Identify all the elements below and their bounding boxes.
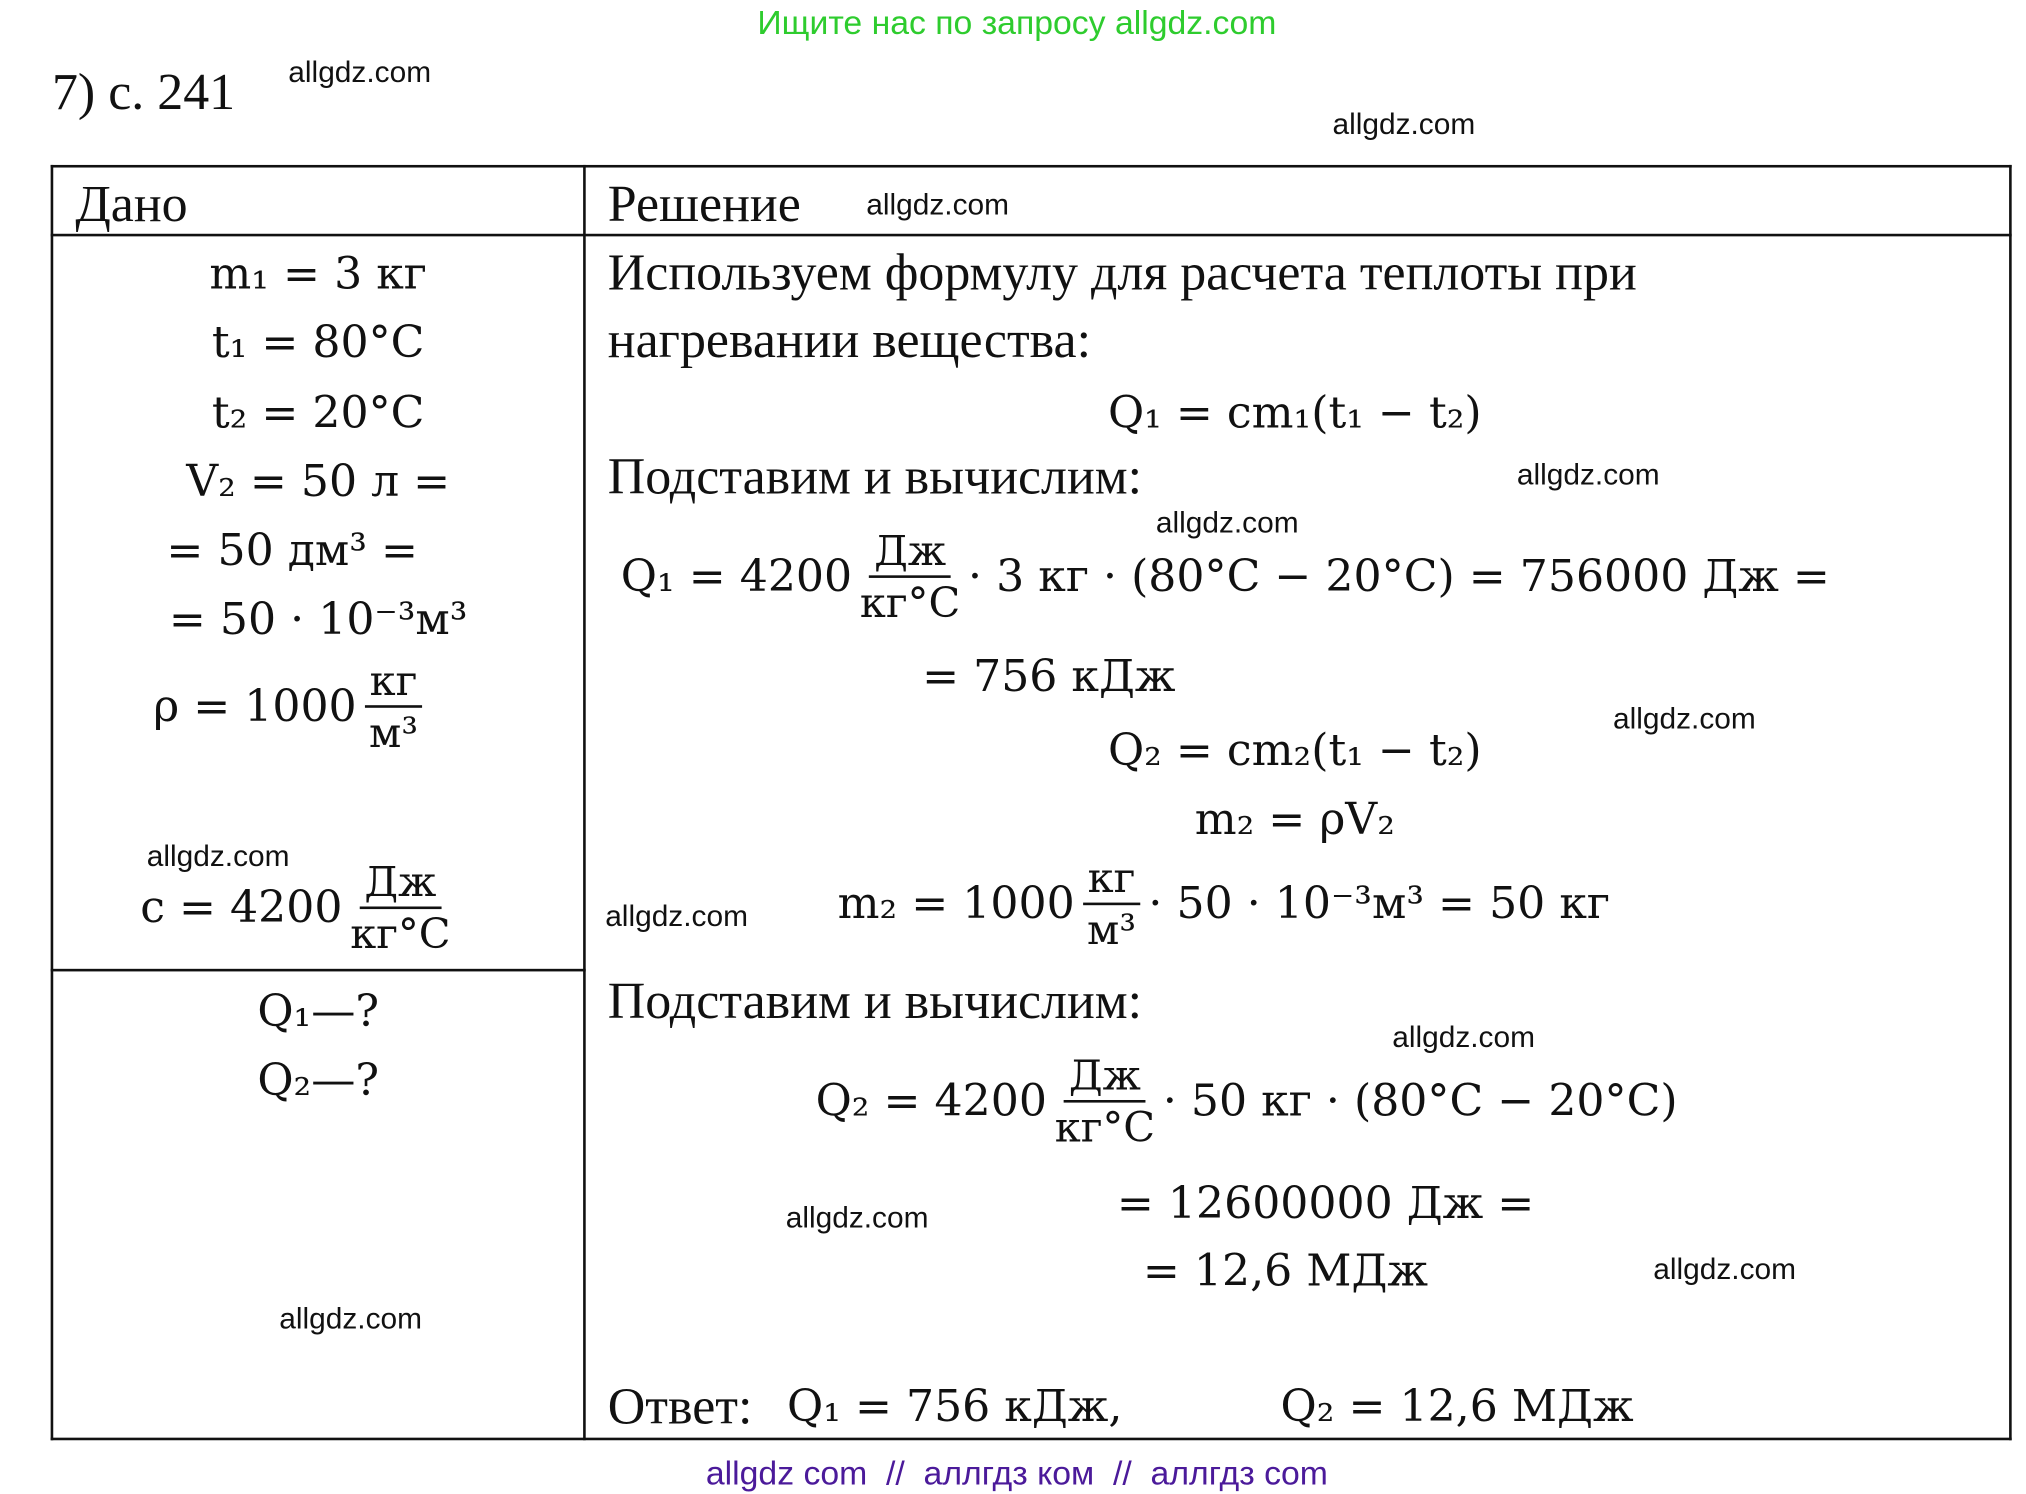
watermark: allgdz.com (1516, 457, 1660, 491)
table-border-top (51, 165, 2012, 168)
rho-lhs: ρ = 1000 (153, 680, 357, 733)
header-banner: Ищите нас по запросу allgdz.com (757, 2, 1277, 42)
solution-intro-1: Используем формулу для расчета теплоты при (607, 242, 1637, 302)
c-unit-fraction (350, 857, 450, 958)
fraction-denominator: м³ (1087, 905, 1137, 955)
given-v2-m3: = 50 · 10⁻³м³ (168, 593, 468, 646)
calc-q2-joules: = 12600000 Дж = (1116, 1177, 1535, 1230)
given-rho (153, 656, 430, 757)
col-solution-heading: Решение (607, 174, 801, 233)
watermark: allgdz.com (1653, 1251, 1797, 1286)
given-c (140, 857, 458, 958)
calc-m2 (838, 853, 1610, 954)
given-v2-dm3: = 50 дм³ = (166, 524, 418, 577)
calc-q2-lhs: Q₂ = 4200 (815, 1075, 1047, 1128)
calc-m2-lhs: m₂ = 1000 (837, 877, 1075, 930)
calc-q2-rhs: · 50 кг · (80°C − 20°C) (1162, 1075, 1678, 1128)
fraction-denominator: кг°C (859, 577, 961, 628)
calc-q1 (621, 526, 1830, 627)
answer-q1: Q₁ = 756 кДж, (787, 1380, 1123, 1433)
table-border-left (51, 165, 54, 1440)
calc-q2 (816, 1051, 1678, 1152)
fraction-numerator: Дж (359, 857, 441, 909)
calc-q1-rhs: · 3 кг · (80°C − 20°C) = 756000 Дж = (968, 550, 1830, 603)
watermark: allgdz.com (146, 838, 290, 873)
c-lhs: c = 4200 (140, 881, 343, 934)
fraction-denominator: кг°C (350, 909, 451, 959)
formula-q1: Q₁ = cm₁(t₁ − t₂) (1107, 387, 1482, 439)
watermark: allgdz.com (279, 1301, 422, 1336)
watermark: allgdz.com (1392, 1019, 1535, 1054)
given-v2: V₂ = 50 л = (186, 455, 451, 508)
calc-q2-result: = 12,6 МДж (1142, 1245, 1428, 1298)
watermark: allgdz.com (866, 187, 1010, 221)
formula-m2: m₂ = ρV₂ (1194, 793, 1395, 846)
watermark: allgdz.com (1332, 106, 1476, 141)
calc-q1-lhs: Q₁ = 4200 (620, 550, 853, 603)
fraction-denominator: м³ (369, 707, 418, 758)
formula-q2: Q₂ = cm₂(t₁ − t₂) (1107, 724, 1482, 777)
find-q2: Q₂—? (257, 1054, 380, 1107)
given-t1: t₁ = 80°C (211, 316, 425, 369)
fraction-denominator: кг°C (1054, 1102, 1156, 1152)
calc-q1-fraction (860, 526, 960, 627)
given-t2: t₂ = 20°C (211, 387, 425, 439)
substitute-2: Подставим и вычислим: (607, 971, 1143, 1030)
answer-label: Ответ: (607, 1376, 753, 1436)
calc-m2-rhs: · 50 · 10⁻³м³ = 50 кг (1148, 877, 1611, 930)
task-title: 7) с. 241 (51, 62, 236, 121)
table-border-right (2009, 165, 2012, 1440)
find-q1: Q₁—? (257, 985, 380, 1038)
given-m1: m₁ = 3 кг (209, 248, 427, 300)
calc-q1-result: = 756 кДж (922, 650, 1176, 703)
col-given-heading: Дано (75, 174, 188, 233)
answer-q2: Q₂ = 12,6 МДж (1280, 1380, 1634, 1433)
watermark: allgdz.com (785, 1199, 929, 1234)
header-row-divider (51, 234, 2012, 237)
watermark: allgdz.com (1612, 701, 1756, 736)
rho-unit-fraction (364, 656, 422, 757)
substitute-1: Подставим и вычислим: (607, 446, 1143, 506)
fraction-numerator: кг (1082, 853, 1140, 905)
calc-q2-fraction (1055, 1051, 1155, 1152)
solution-intro-2: нагревании вещества: (607, 310, 1092, 369)
watermark: allgdz.com (605, 898, 748, 933)
fraction-numerator: Дж (869, 526, 951, 578)
calc-m2-fraction (1082, 853, 1140, 954)
footer-watermark: allgdz com // аллгдз ком // аллгдз com (705, 1453, 1328, 1493)
given-find-divider (51, 969, 586, 972)
fraction-numerator: кг (364, 656, 422, 708)
column-divider (583, 165, 586, 1440)
watermark: allgdz.com (288, 54, 432, 89)
fraction-numerator: Дж (1064, 1051, 1146, 1103)
watermark: allgdz.com (1155, 505, 1299, 539)
